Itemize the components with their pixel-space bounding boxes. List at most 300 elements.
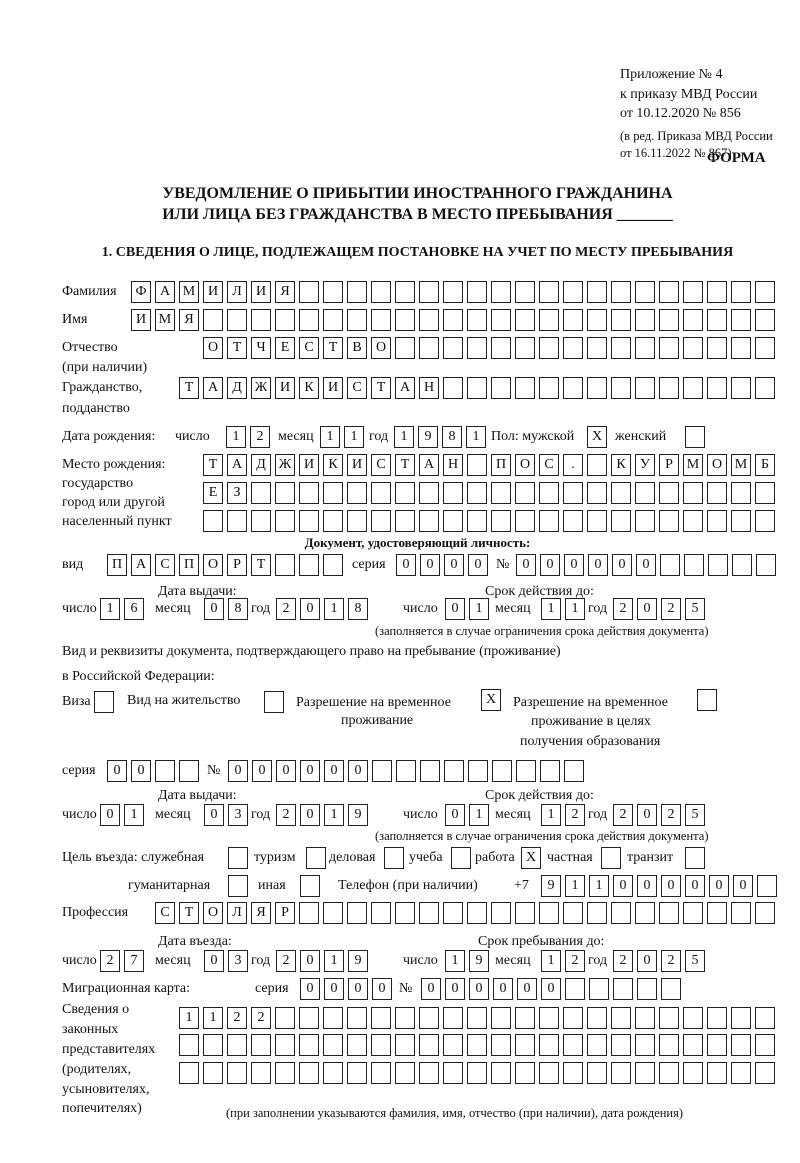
char-cell[interactable] [395,510,415,532]
char-cell[interactable] [707,377,727,399]
char-cell[interactable] [683,510,703,532]
char-cell[interactable] [515,482,535,504]
char-cell[interactable]: 1 [203,1007,223,1029]
char-cell[interactable] [323,1062,343,1084]
purpose-service-checkbox[interactable] [228,847,252,869]
rdoc-valid-day-cells[interactable] [445,804,493,826]
char-cell[interactable]: Ч [251,337,271,359]
char-cell[interactable]: 3 [228,804,248,826]
char-cell[interactable] [467,281,487,303]
char-cell[interactable]: 1 [124,804,144,826]
char-cell[interactable]: 0 [468,554,488,576]
char-cell[interactable]: Ж [275,454,295,476]
char-cell[interactable] [371,510,391,532]
char-cell[interactable]: Т [323,337,343,359]
char-cell[interactable]: X [587,426,607,448]
char-cell[interactable] [755,1062,775,1084]
char-cell[interactable]: И [203,281,223,303]
char-cell[interactable] [264,691,284,713]
char-cell[interactable] [451,847,471,869]
char-cell[interactable]: Ф [131,281,151,303]
char-cell[interactable]: Т [227,337,247,359]
doc-kind-cells[interactable] [107,554,347,576]
char-cell[interactable] [275,554,295,576]
char-cell[interactable]: 0 [613,875,633,897]
char-cell[interactable]: Р [659,454,679,476]
char-cell[interactable]: 9 [348,950,368,972]
char-cell[interactable]: 1 [565,875,585,897]
char-cell[interactable] [323,482,343,504]
char-cell[interactable] [419,1034,439,1056]
char-cell[interactable] [707,309,727,331]
char-cell[interactable] [587,454,607,476]
char-cell[interactable] [203,1062,223,1084]
char-cell[interactable]: С [155,902,175,924]
char-cell[interactable] [755,281,775,303]
char-cell[interactable]: М [683,454,703,476]
char-cell[interactable]: 1 [541,598,561,620]
residence-checkbox[interactable] [264,691,288,713]
char-cell[interactable] [467,1007,487,1029]
birth-year-cells[interactable] [394,426,490,448]
stay-month-cells[interactable] [541,950,589,972]
char-cell[interactable] [444,760,464,782]
char-cell[interactable] [323,1007,343,1029]
char-cell[interactable] [251,309,271,331]
birthplace-cells[interactable] [203,482,779,504]
char-cell[interactable] [611,1007,631,1029]
char-cell[interactable] [155,760,175,782]
char-cell[interactable] [515,337,535,359]
char-cell[interactable] [587,309,607,331]
char-cell[interactable] [611,377,631,399]
char-cell[interactable]: 6 [124,598,144,620]
char-cell[interactable]: М [731,454,751,476]
char-cell[interactable]: О [707,454,727,476]
profession-cells[interactable] [155,902,779,924]
char-cell[interactable]: 0 [493,978,513,1000]
char-cell[interactable]: 9 [541,875,561,897]
char-cell[interactable] [299,1007,319,1029]
char-cell[interactable] [540,760,560,782]
citizenship-cells[interactable] [179,377,779,399]
char-cell[interactable]: Л [227,281,247,303]
char-cell[interactable]: Н [419,377,439,399]
char-cell[interactable]: Т [395,454,415,476]
char-cell[interactable] [757,875,777,897]
char-cell[interactable] [659,902,679,924]
char-cell[interactable] [228,875,248,897]
char-cell[interactable] [611,309,631,331]
char-cell[interactable] [731,377,751,399]
char-cell[interactable] [683,1007,703,1029]
char-cell[interactable]: 5 [685,950,705,972]
char-cell[interactable]: 0 [709,875,729,897]
char-cell[interactable] [275,1034,295,1056]
char-cell[interactable]: А [227,454,247,476]
char-cell[interactable] [491,309,511,331]
char-cell[interactable]: 2 [613,950,633,972]
char-cell[interactable]: 0 [324,760,344,782]
char-cell[interactable]: С [347,377,367,399]
char-cell[interactable] [587,377,607,399]
char-cell[interactable] [300,875,320,897]
char-cell[interactable]: 0 [469,978,489,1000]
char-cell[interactable]: 0 [445,978,465,1000]
char-cell[interactable]: З [227,482,247,504]
char-cell[interactable] [371,902,391,924]
char-cell[interactable]: 1 [469,598,489,620]
char-cell[interactable] [395,482,415,504]
char-cell[interactable] [419,902,439,924]
char-cell[interactable]: . [563,454,583,476]
representatives-cells[interactable] [179,1007,779,1029]
char-cell[interactable] [347,510,367,532]
char-cell[interactable]: 2 [613,598,633,620]
char-cell[interactable] [563,1007,583,1029]
char-cell[interactable]: 0 [300,804,320,826]
char-cell[interactable] [467,510,487,532]
char-cell[interactable] [539,377,559,399]
char-cell[interactable]: X [521,847,541,869]
char-cell[interactable] [611,281,631,303]
char-cell[interactable]: 1 [541,950,561,972]
char-cell[interactable]: А [395,377,415,399]
char-cell[interactable] [708,554,728,576]
char-cell[interactable] [755,309,775,331]
char-cell[interactable]: С [299,337,319,359]
char-cell[interactable] [563,902,583,924]
char-cell[interactable] [491,377,511,399]
char-cell[interactable]: 1 [466,426,486,448]
char-cell[interactable] [491,1007,511,1029]
rdoc-issue-month-cells[interactable] [204,804,252,826]
char-cell[interactable]: 0 [372,978,392,1000]
char-cell[interactable] [179,1062,199,1084]
char-cell[interactable] [323,554,343,576]
char-cell[interactable] [707,1007,727,1029]
char-cell[interactable] [539,1062,559,1084]
char-cell[interactable] [443,1034,463,1056]
char-cell[interactable]: О [203,337,223,359]
char-cell[interactable] [637,978,657,1000]
char-cell[interactable] [539,281,559,303]
representatives-cells[interactable] [179,1062,779,1084]
char-cell[interactable]: О [203,554,223,576]
char-cell[interactable] [323,1034,343,1056]
char-cell[interactable]: 2 [250,426,270,448]
char-cell[interactable] [516,760,536,782]
purpose-humanitarian-checkbox[interactable] [228,875,252,897]
char-cell[interactable]: И [131,309,151,331]
char-cell[interactable]: 0 [445,804,465,826]
char-cell[interactable]: 0 [685,875,705,897]
char-cell[interactable]: 0 [636,554,656,576]
char-cell[interactable] [306,847,326,869]
char-cell[interactable] [587,337,607,359]
char-cell[interactable]: 1 [320,426,340,448]
char-cell[interactable]: 0 [444,554,464,576]
char-cell[interactable] [467,454,487,476]
char-cell[interactable] [372,760,392,782]
char-cell[interactable] [384,847,404,869]
char-cell[interactable] [347,1062,367,1084]
char-cell[interactable] [563,482,583,504]
char-cell[interactable] [299,309,319,331]
char-cell[interactable]: П [179,554,199,576]
char-cell[interactable]: 5 [685,598,705,620]
char-cell[interactable] [275,1007,295,1029]
char-cell[interactable] [731,281,751,303]
char-cell[interactable] [707,902,727,924]
char-cell[interactable] [395,1007,415,1029]
char-cell[interactable] [467,1034,487,1056]
doc-valid-year-cells[interactable] [613,598,709,620]
char-cell[interactable] [299,554,319,576]
char-cell[interactable] [419,337,439,359]
char-cell[interactable]: И [323,377,343,399]
entry-month-cells[interactable] [204,950,252,972]
char-cell[interactable]: П [107,554,127,576]
char-cell[interactable] [707,1062,727,1084]
char-cell[interactable] [587,1062,607,1084]
char-cell[interactable] [683,337,703,359]
char-cell[interactable]: 1 [226,426,246,448]
char-cell[interactable] [492,760,512,782]
char-cell[interactable] [299,902,319,924]
char-cell[interactable] [539,510,559,532]
char-cell[interactable]: Е [203,482,223,504]
char-cell[interactable]: Я [179,309,199,331]
char-cell[interactable]: К [611,454,631,476]
char-cell[interactable] [755,337,775,359]
char-cell[interactable] [563,1062,583,1084]
char-cell[interactable] [635,337,655,359]
char-cell[interactable]: 2 [613,804,633,826]
char-cell[interactable] [467,902,487,924]
char-cell[interactable] [275,309,295,331]
char-cell[interactable] [419,482,439,504]
char-cell[interactable] [227,1034,247,1056]
char-cell[interactable]: 2 [251,1007,271,1029]
char-cell[interactable] [419,510,439,532]
char-cell[interactable]: С [371,454,391,476]
char-cell[interactable] [443,902,463,924]
doc-series-cells[interactable] [396,554,492,576]
char-cell[interactable] [707,1034,727,1056]
char-cell[interactable]: 2 [565,804,585,826]
char-cell[interactable] [707,281,727,303]
char-cell[interactable]: Ж [251,377,271,399]
purpose-other-checkbox[interactable] [300,875,324,897]
char-cell[interactable] [587,482,607,504]
char-cell[interactable] [443,1007,463,1029]
char-cell[interactable] [755,1007,775,1029]
char-cell[interactable] [601,847,621,869]
char-cell[interactable]: 2 [661,950,681,972]
char-cell[interactable] [732,554,752,576]
purpose-transit-checkbox[interactable] [685,847,709,869]
char-cell[interactable]: 0 [300,978,320,1000]
char-cell[interactable]: 0 [396,554,416,576]
stay-day-cells[interactable] [445,950,493,972]
char-cell[interactable] [660,554,680,576]
char-cell[interactable] [731,1062,751,1084]
char-cell[interactable] [611,1034,631,1056]
char-cell[interactable] [731,309,751,331]
char-cell[interactable] [251,1034,271,1056]
char-cell[interactable]: Е [275,337,295,359]
char-cell[interactable] [491,281,511,303]
char-cell[interactable] [635,281,655,303]
char-cell[interactable]: 0 [204,598,224,620]
char-cell[interactable]: 1 [469,804,489,826]
char-cell[interactable] [323,510,343,532]
mc-number-cells[interactable] [421,978,685,1000]
char-cell[interactable] [611,482,631,504]
char-cell[interactable] [539,337,559,359]
char-cell[interactable]: 0 [252,760,272,782]
char-cell[interactable] [371,309,391,331]
char-cell[interactable]: 1 [179,1007,199,1029]
char-cell[interactable]: 0 [637,950,657,972]
entry-day-cells[interactable] [100,950,148,972]
char-cell[interactable]: 2 [661,804,681,826]
char-cell[interactable] [659,1062,679,1084]
char-cell[interactable]: 0 [348,978,368,1000]
char-cell[interactable] [515,281,535,303]
char-cell[interactable] [611,510,631,532]
char-cell[interactable]: 0 [204,804,224,826]
phone-cells[interactable] [541,875,781,897]
doc-issue-day-cells[interactable] [100,598,148,620]
char-cell[interactable]: Я [251,902,271,924]
char-cell[interactable]: X [481,689,501,711]
char-cell[interactable]: 7 [124,950,144,972]
char-cell[interactable] [685,426,705,448]
char-cell[interactable] [697,689,717,711]
purpose-private-checkbox[interactable] [601,847,625,869]
char-cell[interactable]: Б [755,454,775,476]
char-cell[interactable] [179,760,199,782]
purpose-study-checkbox[interactable] [451,847,475,869]
char-cell[interactable] [755,510,775,532]
char-cell[interactable]: 0 [564,554,584,576]
char-cell[interactable]: 0 [276,760,296,782]
entry-year-cells[interactable] [276,950,372,972]
char-cell[interactable]: 0 [637,804,657,826]
char-cell[interactable] [587,1007,607,1029]
char-cell[interactable]: 0 [300,598,320,620]
char-cell[interactable]: 3 [228,950,248,972]
char-cell[interactable]: О [515,454,535,476]
char-cell[interactable]: 2 [100,950,120,972]
char-cell[interactable] [755,377,775,399]
char-cell[interactable]: Н [443,454,463,476]
char-cell[interactable]: 2 [661,598,681,620]
char-cell[interactable]: 9 [418,426,438,448]
char-cell[interactable] [396,760,416,782]
char-cell[interactable]: Т [179,902,199,924]
char-cell[interactable] [251,1062,271,1084]
char-cell[interactable] [203,1034,223,1056]
char-cell[interactable]: И [275,377,295,399]
char-cell[interactable] [731,902,751,924]
char-cell[interactable] [685,847,705,869]
char-cell[interactable] [587,902,607,924]
char-cell[interactable] [491,482,511,504]
char-cell[interactable] [491,337,511,359]
char-cell[interactable]: 0 [517,978,537,1000]
char-cell[interactable] [347,1007,367,1029]
char-cell[interactable] [731,337,751,359]
doc-issue-year-cells[interactable] [276,598,372,620]
char-cell[interactable]: 2 [276,598,296,620]
char-cell[interactable] [347,309,367,331]
char-cell[interactable] [755,482,775,504]
char-cell[interactable] [659,309,679,331]
char-cell[interactable]: 0 [541,978,561,1000]
char-cell[interactable] [467,482,487,504]
char-cell[interactable]: 0 [100,804,120,826]
char-cell[interactable]: Т [371,377,391,399]
char-cell[interactable] [731,1007,751,1029]
char-cell[interactable]: 1 [344,426,364,448]
char-cell[interactable] [683,1034,703,1056]
char-cell[interactable] [347,1034,367,1056]
char-cell[interactable]: 2 [565,950,585,972]
stay-year-cells[interactable] [613,950,709,972]
char-cell[interactable] [251,482,271,504]
char-cell[interactable]: К [323,454,343,476]
char-cell[interactable]: 1 [394,426,414,448]
char-cell[interactable]: А [419,454,439,476]
char-cell[interactable] [227,510,247,532]
char-cell[interactable]: П [491,454,511,476]
char-cell[interactable] [635,309,655,331]
char-cell[interactable] [635,1007,655,1029]
char-cell[interactable] [371,1062,391,1084]
char-cell[interactable] [635,377,655,399]
char-cell[interactable]: 0 [131,760,151,782]
char-cell[interactable] [467,377,487,399]
char-cell[interactable] [299,1062,319,1084]
char-cell[interactable]: Д [227,377,247,399]
char-cell[interactable]: М [155,309,175,331]
char-cell[interactable]: 1 [324,950,344,972]
char-cell[interactable] [491,1034,511,1056]
char-cell[interactable]: 1 [100,598,120,620]
char-cell[interactable] [756,554,776,576]
char-cell[interactable]: И [251,281,271,303]
char-cell[interactable]: 0 [445,598,465,620]
char-cell[interactable] [443,337,463,359]
char-cell[interactable]: И [299,454,319,476]
char-cell[interactable] [613,978,633,1000]
char-cell[interactable] [203,309,223,331]
char-cell[interactable] [635,1062,655,1084]
char-cell[interactable]: 1 [324,598,344,620]
mc-series-cells[interactable] [300,978,396,1000]
char-cell[interactable]: К [299,377,319,399]
doc-valid-day-cells[interactable] [445,598,493,620]
char-cell[interactable] [659,510,679,532]
char-cell[interactable] [299,482,319,504]
char-cell[interactable]: 0 [516,554,536,576]
char-cell[interactable]: 0 [228,760,248,782]
char-cell[interactable] [395,281,415,303]
char-cell[interactable] [491,1062,511,1084]
